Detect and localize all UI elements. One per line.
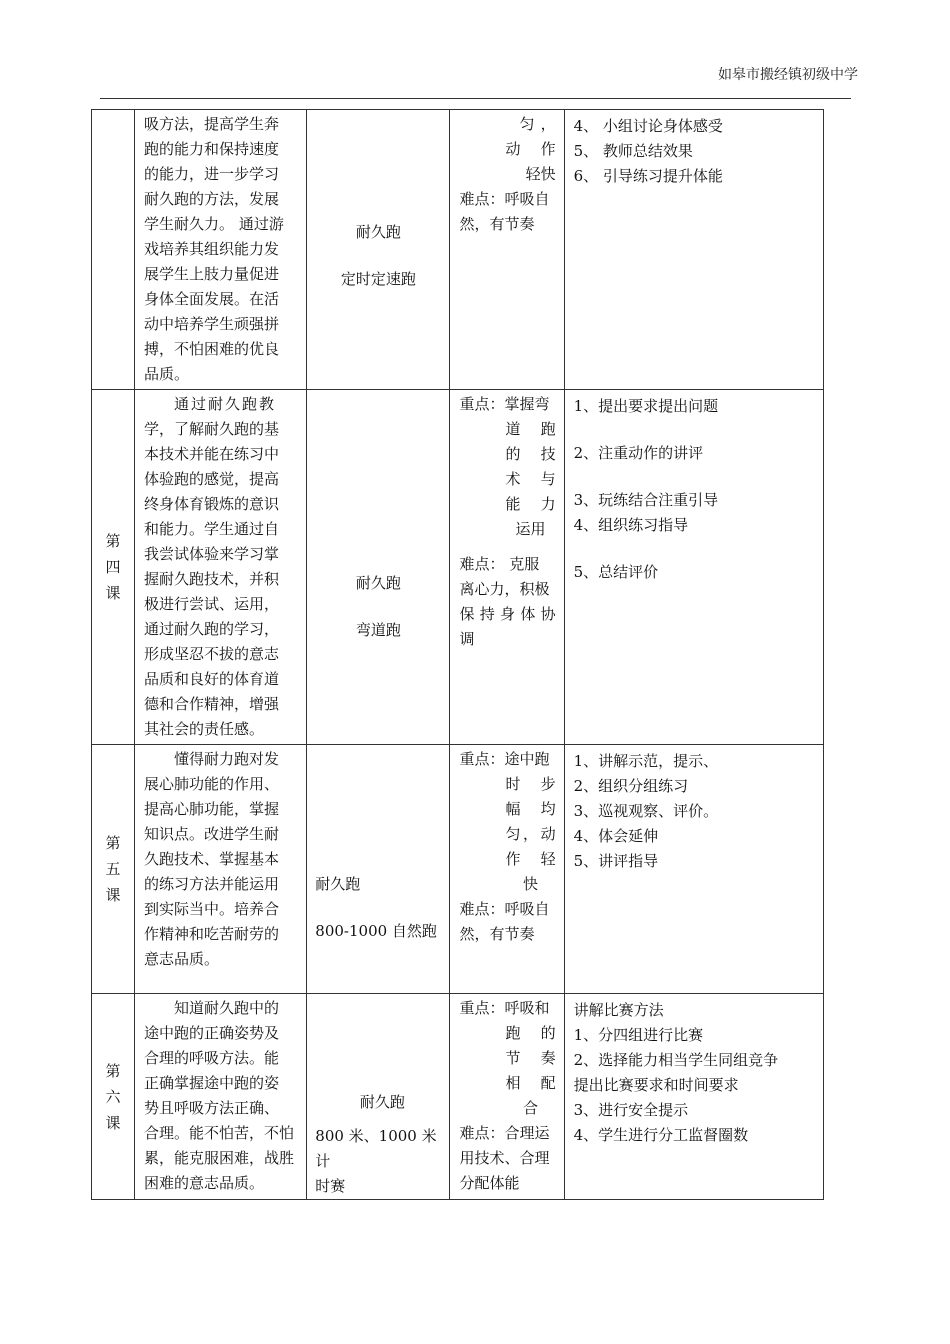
process-line: 4、 小组讨论身体感受 [573,117,723,135]
content-line: 耐久跑 [355,222,401,241]
process-line: 2、选择能力相当学生同组竞争 [573,1051,779,1069]
goal-line: 动中培养学生顽强拼 [144,315,280,333]
key-line: 合 [523,1099,539,1117]
content-line: 定时定速跑 [340,269,416,288]
header-rule [100,98,851,99]
key-line: 动 作 [505,140,556,158]
process-line: 5、总结评价 [573,563,659,581]
goal-line: 身体全面发展。在活 [144,290,280,308]
content-cell [307,994,450,1200]
goal-line: 本技术并能在练习中 [144,445,280,463]
process-line: 3、进行安全提示 [573,1101,689,1119]
difficulty-line: 难点： 克服 [459,555,540,573]
lesson-cell [92,390,135,745]
key-line: 的 技 [505,445,556,463]
goal-line: 吸方法，提高学生奔 [144,115,280,133]
goal-line: 知道耐久跑中的 [174,999,280,1017]
content-line: 耐久跑 [355,574,401,592]
content-line: 耐久跑 [315,875,361,893]
spacer [574,419,815,441]
goal-line: 其社会的责任感。 [144,720,265,738]
key-points-cell [450,110,564,390]
lesson-cell [92,994,135,1200]
content-line: 时赛 [315,1177,346,1195]
process-line: 1、提出要求提出问题 [573,397,719,415]
goal-line: 跑的能力和保持速度 [144,140,280,158]
goal-line: 通过耐久跑教 [174,395,277,413]
goal-cell [135,110,307,390]
goal-line: 展心肺功能的作用、 [144,775,280,793]
process-line: 6、 引导练习提升体能 [573,167,723,185]
goal-line: 势且呼吸方法正确、 [144,1099,280,1117]
lesson-label: 第 [105,532,121,550]
lesson-cell [92,110,135,390]
process-cell [564,390,823,745]
difficulty-line: 保持身体协 [459,605,556,623]
process-line: 4、学生进行分工监督圈数 [573,1126,749,1144]
lesson-label: 课 [105,886,121,904]
goal-line: 极进行尝试、运用， [144,595,280,613]
process-line: 提出比赛要求和时间要求 [573,1076,739,1094]
lesson-cell [92,745,135,994]
process-line: 3、玩练结合注重引导 [573,491,719,509]
goal-line: 学，了解耐久跑的基 [144,420,280,438]
key-line: 道 跑 [505,420,556,438]
goal-cell [135,994,307,1200]
goal-line: 耐久跑的方法，发展 [144,190,280,208]
goal-line: 合理的呼吸方法。能 [144,1049,280,1067]
goal-line: 品质和良好的体育道 [144,670,280,688]
spacer [459,542,555,552]
goal-line: 通过耐久跑的学习， [144,620,280,638]
goal-line: 我尝试体验来学习掌 [144,545,280,563]
difficulty-line: 然，有节奏 [459,925,535,943]
key-point-heading: 重点：呼吸和 [459,999,550,1017]
key-point-heading: 重点：途中跑 [459,750,550,768]
key-point-heading: 重点：掌握弯 [459,395,550,413]
content-cell [307,390,450,745]
lesson-plan-table [91,109,824,1200]
goal-line: 展学生上肢力量促进 [144,265,280,283]
process-line: 4、体会延伸 [573,827,659,845]
goal-line: 提高心肺功能，掌握 [144,800,280,818]
lesson-label: 六 [105,1087,121,1106]
goal-line: 懂得耐力跑对发 [174,750,280,768]
key-line: 快 [523,875,539,893]
key-line: 匀 ， [519,115,556,133]
key-line: 时 步 [505,775,556,793]
lesson-label: 第 [105,834,121,852]
key-line: 能 力 [505,495,556,513]
goal-line: 搏，不怕困难的优良 [144,340,280,358]
key-points-cell [450,745,564,994]
lesson-label: 课 [105,584,121,602]
key-line: 作 轻 [505,850,556,868]
difficulty-line: 调 [459,630,475,648]
key-line: 幅 均 [505,800,556,818]
lesson-label: 四 [105,558,121,576]
goal-line: 德和合作精神，增强 [144,695,280,713]
key-line: 轻快 [525,165,556,183]
key-line: 术 与 [505,470,556,488]
spacer [574,538,815,560]
table-row [92,745,824,994]
spacer [574,466,815,488]
key-line: 相 配 [505,1074,556,1092]
content-line: 弯道跑 [355,621,401,639]
key-line: 运用 [515,520,546,538]
key-points-cell [450,390,564,745]
difficulty-line: 难点：合理运 [459,1124,550,1142]
table-row [92,994,824,1200]
goal-line: 体验跑的感觉，提高 [144,470,280,488]
content-line: 800-1000 自然跑 [315,922,437,940]
lesson-label: 课 [105,1113,121,1132]
process-cell [564,994,823,1200]
process-line: 2、组织分组练习 [573,777,689,795]
content-line: 耐久跑 [359,1093,405,1111]
process-line: 4、组织练习指导 [573,516,689,534]
goal-line: 累，能克服困难，战胜 [144,1149,295,1167]
goal-line: 久跑技术、掌握基本 [144,850,280,868]
process-line: 1、分四组进行比赛 [573,1026,704,1044]
process-line: 5、讲评指导 [573,852,659,870]
process-cell [564,110,823,390]
process-line: 1、讲解示范，提示、 [573,752,719,770]
difficulty-line: 用技术、合理 [459,1149,550,1167]
process-line: 3、巡视观察、评价。 [573,802,719,820]
goal-line: 和能力。学生通过自 [144,520,280,538]
goal-line: 知识点。改进学生耐 [144,825,280,843]
key-points-cell [450,994,564,1200]
goal-line: 合理。能不怕苦，不怕 [144,1124,295,1142]
goal-line: 握耐久跑技术，并积 [144,570,280,588]
goal-line: 意志品质。 [144,950,220,968]
goal-line: 品质。 [144,365,190,383]
table-row [92,110,824,390]
key-line: 匀，动 [505,825,556,843]
school-name: 如皋市搬经镇初级中学 [718,67,858,83]
difficulty-line: 难点：呼吸自 [459,190,550,208]
process-cell [564,745,823,994]
content-line: 800 米、1000 米计 [315,1127,437,1170]
difficulty-line: 分配体能 [459,1174,520,1192]
content-cell [307,110,450,390]
process-line: 2、注重动作的讲评 [573,444,704,462]
goal-line: 作精神和吃苦耐劳的 [144,925,280,943]
process-line: 讲解比赛方法 [573,1001,664,1019]
goal-line: 正确掌握途中跑的姿 [144,1074,280,1092]
difficulty-line: 然，有节奏 [459,215,535,233]
difficulty-line: 离心力，积极 [459,580,550,598]
goal-line: 困难的意志品质。 [144,1174,265,1192]
process-line: 5、 教师总结效果 [573,142,693,160]
goal-line: 途中跑的正确姿势及 [144,1024,280,1042]
goal-cell [135,745,307,994]
goal-cell [135,390,307,745]
content-cell [307,745,450,994]
goal-line: 终身体育锻炼的意识 [144,495,280,513]
lesson-label: 五 [105,860,121,878]
goal-line: 的练习方法并能运用 [144,875,280,893]
table-row [92,390,824,745]
goal-line: 学生耐久力。 通过游 [144,215,284,233]
goal-line: 戏培养其组织能力发 [144,240,280,258]
goal-line: 的能力，进一步学习 [144,165,280,183]
goal-line: 形成坚忍不拔的意志 [144,645,280,663]
difficulty-line: 难点：呼吸自 [459,900,550,918]
goal-line: 到实际当中。培养合 [144,900,280,918]
key-line: 跑 的 [505,1024,556,1042]
key-line: 节 奏 [505,1049,556,1067]
lesson-label: 第 [105,1061,121,1080]
